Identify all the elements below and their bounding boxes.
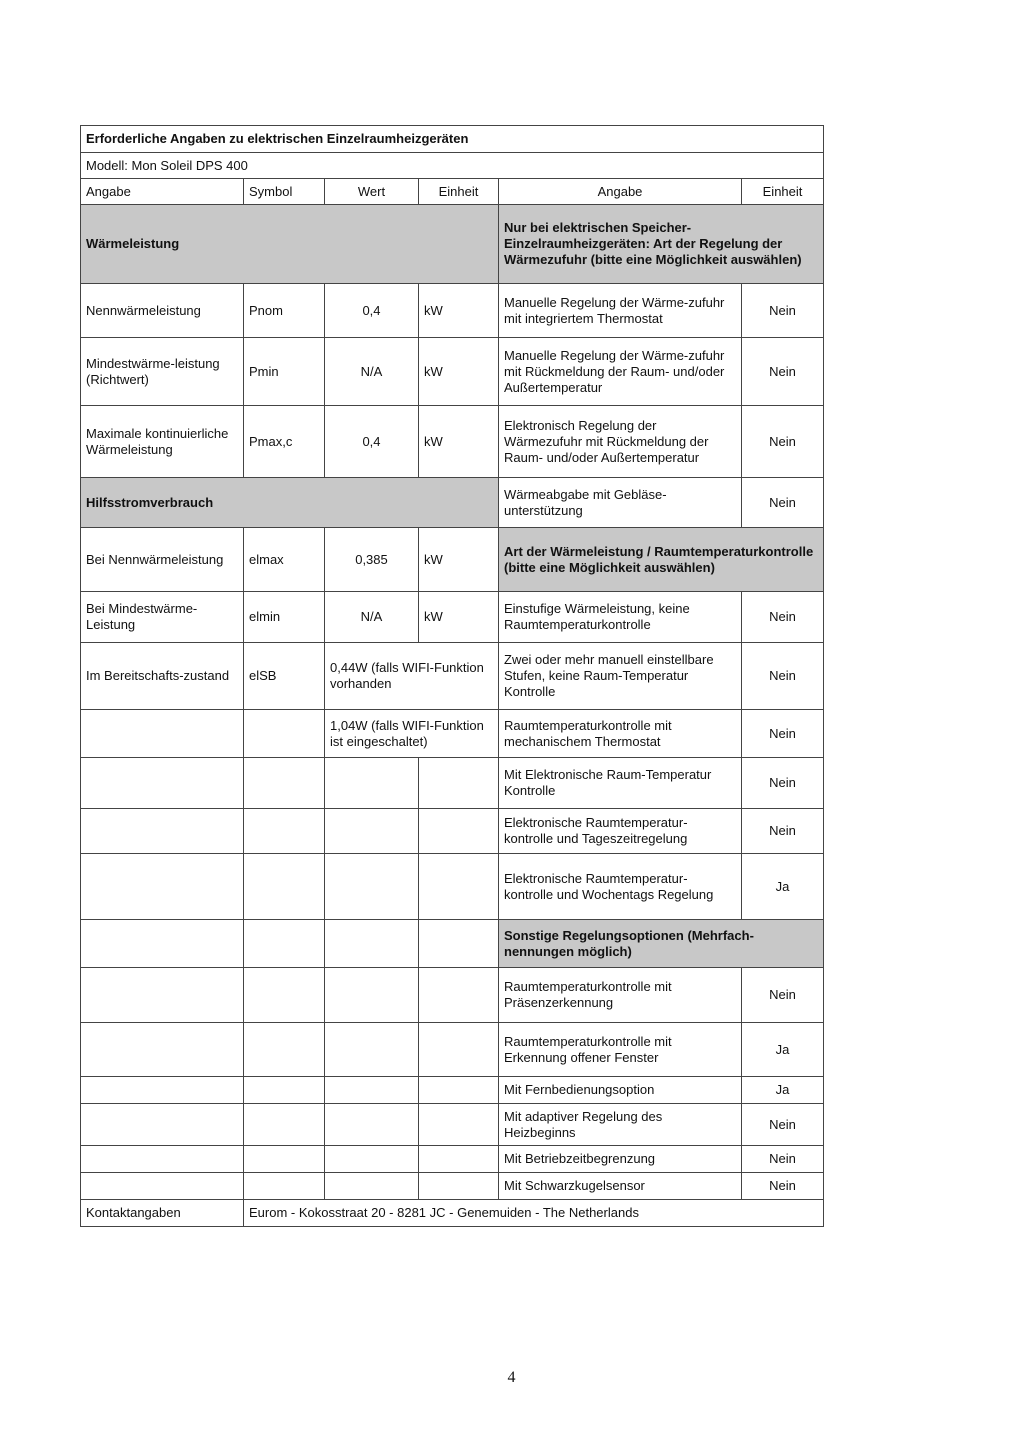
table-title: Erforderliche Angaben zu elektrischen Einzelraumheizgeräten: [81, 126, 824, 153]
cell-option: Wärmeabgabe mit Gebläse-unterstützung: [499, 478, 742, 528]
header-symbol: Symbol: [244, 179, 325, 205]
cell-option-value: Ja: [742, 1077, 824, 1104]
table-row: [81, 854, 824, 920]
cell-empty: [81, 920, 244, 968]
cell-empty: [419, 1173, 499, 1200]
table-row: [81, 710, 824, 758]
cell-empty: [244, 758, 325, 809]
cell-option-value: Nein: [742, 1146, 824, 1173]
cell-wert: 0,4: [325, 284, 419, 338]
cell-empty: [325, 854, 419, 920]
cell-wert: 0,385: [325, 528, 419, 592]
cell-symbol: Pnom: [244, 284, 325, 338]
section-sonstige-regelungsoptionen: Sonstige Regelungsoptionen (Mehrfach-nennungen möglich): [499, 920, 824, 968]
cell-symbol: Pmax,c: [244, 406, 325, 478]
table-row: [81, 920, 824, 968]
cell-empty: [81, 854, 244, 920]
cell-option: Einstufige Wärmeleistung, keine Raumtemperaturkontrolle: [499, 592, 742, 643]
cell-empty: [244, 710, 325, 758]
table-row: [81, 592, 824, 643]
table-row: [81, 1023, 824, 1077]
header-einheit-right: Einheit: [742, 179, 824, 205]
cell-angabe: Im Bereitschafts-zustand: [81, 643, 244, 710]
table-row: [81, 809, 824, 854]
table-row: [81, 1104, 824, 1146]
cell-empty: [325, 1104, 419, 1146]
cell-option: Manuelle Regelung der Wärme-zufuhr mit integriertem Thermostat: [499, 284, 742, 338]
header-angabe: Angabe: [81, 179, 244, 205]
cell-wert: N/A: [325, 592, 419, 643]
cell-option: Zwei oder mehr manuell einstellbare Stufen, keine Raum-Temperatur Kontrolle: [499, 643, 742, 710]
cell-angabe: Nennwärmeleistung: [81, 284, 244, 338]
cell-empty: [325, 758, 419, 809]
cell-empty: [244, 968, 325, 1023]
cell-symbol: elmax: [244, 528, 325, 592]
cell-empty: [419, 854, 499, 920]
cell-empty: [81, 1077, 244, 1104]
cell-empty: [325, 809, 419, 854]
table-row: [81, 968, 824, 1023]
contact-row: [81, 1200, 824, 1227]
cell-option: Raumtemperaturkontrolle mit Erkennung offener Fenster: [499, 1023, 742, 1077]
table-row: [81, 478, 824, 528]
section-waermeleistung: Wärmeleistung: [81, 205, 499, 284]
cell-option-value: Nein: [742, 478, 824, 528]
cell-wert: N/A: [325, 338, 419, 406]
cell-angabe: Maximale kontinuierliche Wärmeleistung: [81, 406, 244, 478]
cell-empty: [81, 710, 244, 758]
cell-empty: [419, 1077, 499, 1104]
cell-angabe: Mindestwärme-leistung (Richtwert): [81, 338, 244, 406]
cell-symbol: elSB: [244, 643, 325, 710]
page-number: 4: [507, 1369, 516, 1386]
cell-option-value: Ja: [742, 1023, 824, 1077]
section-art-waermeleistung: Art der Wärmeleistung / Raumtemperaturkontrolle (bitte eine Möglichkeit auswählen): [499, 528, 824, 592]
cell-empty: [244, 854, 325, 920]
cell-einheit: kW: [419, 284, 499, 338]
cell-empty: [81, 1104, 244, 1146]
cell-wert-wifi-on: 1,04W (falls WIFI-Funktion ist eingeschaltet): [325, 710, 499, 758]
cell-option-value: Nein: [742, 1173, 824, 1200]
cell-option-value: Ja: [742, 854, 824, 920]
cell-option: Mit Schwarzkugelsensor: [499, 1173, 742, 1200]
cell-wert: 0,44W (falls WIFI-Funktion vorhanden: [325, 643, 499, 710]
table-row: [81, 284, 824, 338]
table-row: [81, 528, 824, 592]
header-einheit: Einheit: [419, 179, 499, 205]
table-row: [81, 1146, 824, 1173]
cell-option-value: Nein: [742, 643, 824, 710]
cell-empty: [419, 758, 499, 809]
cell-empty: [325, 920, 419, 968]
table-row: [81, 406, 824, 478]
cell-option: Mit Betriebzeitbegrenzung: [499, 1146, 742, 1173]
contact-label: Kontaktangaben: [81, 1200, 244, 1227]
cell-empty: [325, 1173, 419, 1200]
cell-option: Mit Elektronische Raum-Temperatur Kontrolle: [499, 758, 742, 809]
table-row: [81, 338, 824, 406]
table-row: [81, 1173, 824, 1200]
cell-option-value: Nein: [742, 406, 824, 478]
cell-empty: [419, 1023, 499, 1077]
cell-empty: [244, 1173, 325, 1200]
cell-symbol: elmin: [244, 592, 325, 643]
cell-einheit: kW: [419, 528, 499, 592]
table-row: [81, 1077, 824, 1104]
cell-option: Raumtemperaturkontrolle mit Präsenzerkennung: [499, 968, 742, 1023]
section-speicher-regelung: Nur bei elektrischen Speicher-Einzelraumheizgeräten: Art der Regelung der Wärmezufuhr (bitte eine Möglichkeit auswählen): [499, 205, 824, 284]
section-hilfsstromverbrauch: Hilfsstromverbrauch: [81, 478, 499, 528]
cell-option-value: Nein: [742, 284, 824, 338]
cell-empty: [244, 1023, 325, 1077]
cell-option-value: Nein: [742, 1104, 824, 1146]
cell-option: Elektronische Raumtemperatur-kontrolle und Tageszeitregelung: [499, 809, 742, 854]
cell-option-value: Nein: [742, 710, 824, 758]
cell-empty: [81, 758, 244, 809]
cell-empty: [419, 920, 499, 968]
cell-wert: 0,4: [325, 406, 419, 478]
cell-empty: [244, 1104, 325, 1146]
spec-table: [80, 125, 824, 1227]
cell-empty: [419, 968, 499, 1023]
table-row: [81, 643, 824, 710]
cell-angabe: Bei Nennwärmeleistung: [81, 528, 244, 592]
cell-option: Elektronisch Regelung der Wärmezufuhr mit Rückmeldung der Raum- und/oder Außertemperatur: [499, 406, 742, 478]
cell-empty: [419, 1104, 499, 1146]
cell-angabe: Bei Mindestwärme-Leistung: [81, 592, 244, 643]
table-row: [81, 758, 824, 809]
cell-option-value: Nein: [742, 592, 824, 643]
cell-empty: [244, 920, 325, 968]
cell-empty: [244, 1146, 325, 1173]
cell-option: Manuelle Regelung der Wärme-zufuhr mit Rückmeldung der Raum- und/oder Außertemperatur: [499, 338, 742, 406]
cell-empty: [81, 1146, 244, 1173]
cell-empty: [244, 809, 325, 854]
cell-option: Elektronische Raumtemperatur-kontrolle und Wochentags Regelung: [499, 854, 742, 920]
cell-empty: [419, 1146, 499, 1173]
cell-empty: [81, 809, 244, 854]
cell-empty: [325, 1023, 419, 1077]
cell-empty: [81, 968, 244, 1023]
cell-empty: [325, 1077, 419, 1104]
cell-einheit: kW: [419, 592, 499, 643]
cell-empty: [325, 1146, 419, 1173]
cell-option-value: Nein: [742, 758, 824, 809]
cell-option: Mit Fernbedienungsoption: [499, 1077, 742, 1104]
cell-empty: [419, 809, 499, 854]
cell-einheit: kW: [419, 338, 499, 406]
cell-option-value: Nein: [742, 968, 824, 1023]
cell-empty: [244, 1077, 325, 1104]
cell-einheit: kW: [419, 406, 499, 478]
model-name: Modell: Mon Soleil DPS 400: [81, 153, 824, 179]
header-angabe-right: Angabe: [499, 179, 742, 205]
cell-empty: [81, 1173, 244, 1200]
contact-value: Eurom - Kokosstraat 20 - 8281 JC - Genemuiden - The Netherlands: [244, 1200, 824, 1227]
cell-empty: [325, 968, 419, 1023]
cell-option-value: Nein: [742, 338, 824, 406]
header-wert: Wert: [325, 179, 419, 205]
cell-empty: [81, 1023, 244, 1077]
cell-option: Raumtemperaturkontrolle mit mechanischem Thermostat: [499, 710, 742, 758]
cell-option-value: Nein: [742, 809, 824, 854]
cell-symbol: Pmin: [244, 338, 325, 406]
cell-option: Mit adaptiver Regelung des Heizbeginns: [499, 1104, 742, 1146]
